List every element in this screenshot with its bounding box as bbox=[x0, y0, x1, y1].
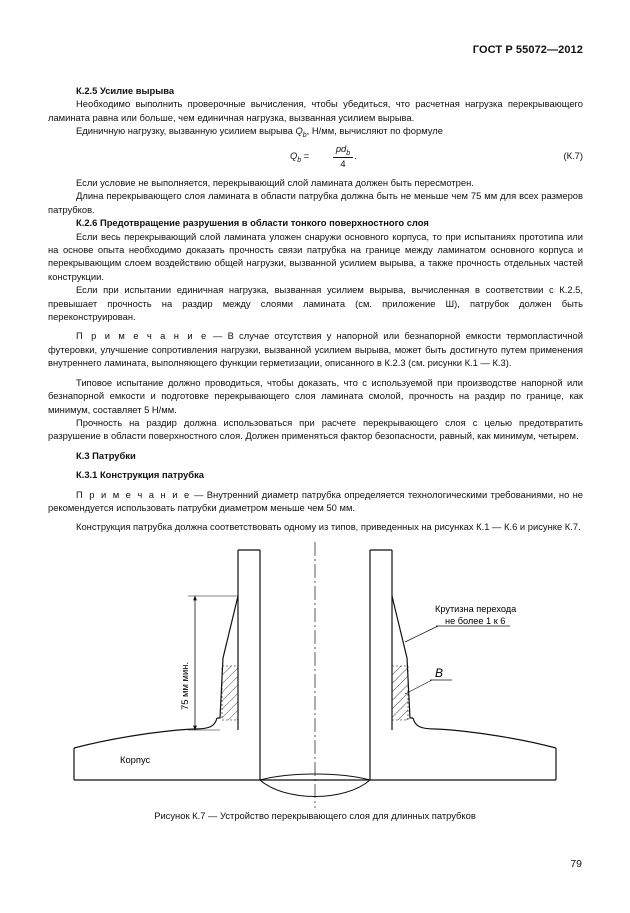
shell-upper-left bbox=[74, 718, 217, 748]
figure-k7 bbox=[60, 540, 570, 810]
condition-paragraph: Если условие не выполняется, перекрывающий слой ламината должен быть пересмотрен. bbox=[76, 177, 474, 188]
section-k26-paragraph-3: Типовое испытание должно проводиться, чтобы доказать, что с используемой при производстве напорной или безнапорной емкости и подготовке перекрывающего слоя ламината смолой, прочность на раздир по границе, как минимум, составляет 5 Н/мм. bbox=[48, 376, 583, 415]
formula-denominator: 4 bbox=[340, 157, 346, 169]
hatch-area-right bbox=[392, 666, 408, 720]
formula-numerator: $pd_b$ bbox=[333, 143, 353, 158]
slope-label-line-2: не более 1 к 6 bbox=[445, 616, 506, 626]
section-k3-title: К.3 Патрубки bbox=[76, 449, 136, 461]
section-k26-note: П р и м е ч а н и е — В случае отсутствия у напорной или безнапорной емкости термопластичной футеровки, улучшение сопротивления нагрузки, вызванной усилием вырыва, может быть достигнуто путем применения внутреннего ламината, выполняющего функции герметизации, описанного в К.2.3 (см. рисунки К.1 — К.3). bbox=[48, 330, 583, 369]
section-k25 bbox=[48, 84, 583, 143]
main-text-block bbox=[48, 176, 583, 534]
page-number: 79 bbox=[570, 858, 582, 870]
section-k25-paragraph-2: Единичную нагрузку, вызванную усилием вырыва $Q_b$, Н/мм, вычисляют по формуле bbox=[76, 125, 443, 140]
section-k25-paragraph-1: Необходимо выполнить проверочные вычисления, чтобы убедиться, что расчетная нагрузка перекрывающего ламината равна или больше, чем единичная нагрузка, вызванная усилием вырыва. bbox=[48, 98, 583, 123]
formula-k7 bbox=[48, 143, 583, 177]
document-id-header: ГОСТ Р 55072—2012 bbox=[472, 44, 583, 56]
section-k26-title: К.2.6 Предотвращение разрушения в области тонкого поверхностного слоя bbox=[76, 217, 429, 229]
shell-label: Корпус bbox=[120, 754, 151, 765]
formula-lhs: $Q_b$ = bbox=[290, 150, 310, 164]
slope-leader bbox=[405, 626, 438, 642]
formula-number: (К.7) bbox=[563, 150, 583, 161]
section-k26-paragraph-1: Если весь перекрывающий слой ламината уложен снаружи основного корпуса, то при испытаниях прототипа или на основе опыта необходимо доказать прочность связи патрубка на границе между ламинатом основного корпуса и перекрывающим слоем воздействию общей нагрузки, вызванной усилием вырыва, а также прочность отдельных частей конструкции. bbox=[48, 230, 583, 282]
section-k31-note: П р и м е ч а н и е — Внутренний диаметр патрубка определяется технологическими требованиями, но не рекомендуется использовать патрубки диаметром меньше чем 50 мм. bbox=[48, 488, 583, 513]
section-k26-paragraph-4: Прочность на раздир должна использоваться при расчете перекрывающего слоя с целью предотвратить разрушение в области поверхностного слоя. Должен применяться фактор безопасности, равный, как минимум, четырем. bbox=[48, 416, 583, 442]
formula-fraction bbox=[333, 143, 353, 169]
section-k26-paragraph-2: Если при испытании единичная нагрузка, вызванная усилием вырыва, вычисленная в соответствии с К.2.5, превышает прочность на раздир между слоями ламината (см. приложение Ш), патрубок должен быть переконструирован. bbox=[48, 284, 583, 323]
shell-upper-right bbox=[413, 718, 556, 748]
detail-b-label: B bbox=[435, 666, 444, 680]
section-k31-title: К.3.1 Конструкция патрубка bbox=[76, 469, 204, 481]
hatch-area-left bbox=[222, 666, 238, 720]
section-k31-paragraph: Конструкция патрубка должна соответствовать одному из типов, приведенных на рисунках К.1 — К.6 и рисунке К.7. bbox=[76, 521, 581, 533]
figure-caption: Рисунок К.7 — Устройство перекрывающего слоя для длинных патрубков bbox=[154, 810, 476, 821]
formula-dot: . bbox=[354, 150, 357, 161]
dimension-label: 75 мм мин. bbox=[179, 662, 190, 710]
slope-label-line-1: Крутизна перехода bbox=[435, 604, 517, 614]
section-k25-title: К.2.5 Усилие вырыва bbox=[76, 85, 175, 96]
length-paragraph: Длина перекрывающего слоя ламината в области патрубка должна быть не меньше чем 75 мм для всех размеров патрубков. bbox=[48, 190, 583, 215]
nozzle-drawing bbox=[60, 540, 570, 810]
